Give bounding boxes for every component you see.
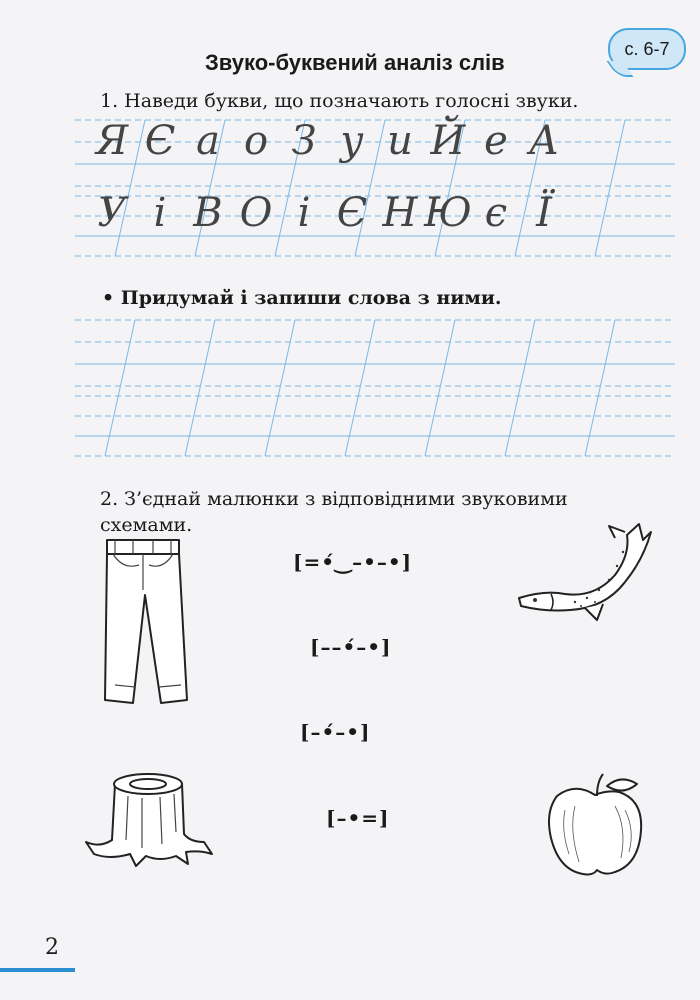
letter: Н (382, 190, 418, 236)
sound-scheme-4[interactable]: [–•=] (326, 806, 390, 830)
letter: З (291, 118, 317, 164)
letter: Й (430, 118, 466, 164)
pike-fish-picture[interactable] (515, 520, 655, 625)
letter: Ї (536, 190, 552, 236)
letter: і (297, 190, 311, 236)
letter: і (153, 190, 167, 236)
letter: Я (95, 118, 129, 164)
task-2-instruction: 2. З’єднай малюнки з відповідними звуковими схемами. (100, 488, 568, 536)
letter: о (243, 118, 269, 164)
page-title: Звуко-буквений аналіз слів (205, 50, 505, 75)
letter: е (484, 118, 508, 164)
letter: О (239, 190, 273, 236)
letter: В (193, 190, 223, 236)
letters-row-2 (88, 190, 568, 236)
letter: Ю (424, 190, 472, 236)
letter: є (484, 190, 508, 236)
letter: Є (336, 190, 368, 236)
sound-scheme-1[interactable]: [=•́‿–•–•] (293, 550, 413, 574)
letter: У (97, 190, 127, 236)
page-reference-text: с. 6-7 (624, 38, 670, 59)
jeans-picture[interactable] (95, 535, 195, 710)
letter: а (196, 118, 220, 164)
letters-row-1 (88, 118, 568, 164)
handwriting-lines-words[interactable] (75, 318, 675, 458)
page-number: 2 (45, 935, 59, 960)
letter: Є (144, 118, 176, 164)
letter: у (340, 118, 364, 164)
tree-stump-picture[interactable] (80, 770, 220, 870)
apple-picture[interactable] (545, 770, 645, 880)
letter: и (387, 118, 413, 164)
footer-accent-line (0, 968, 75, 972)
sound-scheme-3[interactable]: [–•́–•] (300, 720, 371, 744)
task-1-instruction: 1. Наведи букви, що позначають голосні звуки. (100, 90, 579, 112)
sound-scheme-2[interactable]: [––•́–•] (310, 635, 392, 659)
letter: А (528, 118, 560, 164)
page-reference-badge (608, 28, 686, 70)
subtask-instruction: • Придумай і запиши слова з ними. (102, 287, 502, 309)
